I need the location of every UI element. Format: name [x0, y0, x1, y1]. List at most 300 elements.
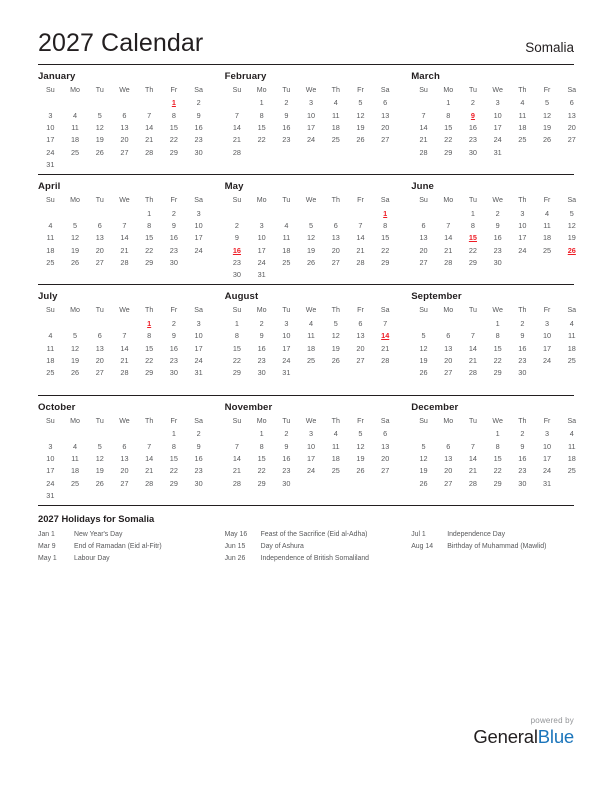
- day-cell[interactable]: 22: [232, 356, 241, 366]
- day-cell[interactable]: 28: [145, 478, 154, 488]
- day-cell[interactable]: 3: [309, 98, 314, 108]
- day-cell[interactable]: 11: [568, 331, 576, 341]
- day-cell[interactable]: 1: [495, 429, 500, 439]
- day-cell[interactable]: 15: [257, 122, 266, 132]
- day-cell[interactable]: 11: [46, 343, 55, 353]
- day-cell[interactable]: 30: [493, 258, 502, 268]
- day-cell[interactable]: 26: [331, 356, 340, 366]
- day-cell[interactable]: 15: [169, 454, 178, 463]
- day-cell[interactable]: 26: [95, 478, 104, 488]
- day-cell[interactable]: 11: [46, 233, 55, 243]
- day-cell[interactable]: 4: [309, 318, 314, 328]
- day-cell[interactable]: 31: [46, 160, 55, 170]
- day-cell[interactable]: 13: [444, 343, 453, 353]
- day-cell[interactable]: 10: [493, 110, 502, 120]
- day-cell[interactable]: 18: [46, 356, 55, 366]
- day-cell[interactable]: 8: [259, 110, 264, 120]
- day-cell[interactable]: 22: [257, 466, 266, 476]
- day-cell[interactable]: 24: [282, 356, 291, 366]
- day-cell[interactable]: 11: [331, 110, 340, 120]
- day-cell[interactable]: 28: [145, 147, 154, 157]
- day-cell[interactable]: 26: [542, 135, 552, 145]
- day-cell[interactable]: 3: [48, 110, 53, 120]
- day-cell[interactable]: 29: [468, 258, 477, 268]
- day-cell[interactable]: 24: [493, 135, 502, 145]
- day-cell[interactable]: 25: [70, 147, 80, 157]
- day-cell[interactable]: 22: [493, 356, 502, 366]
- day-cell[interactable]: 8: [383, 220, 388, 230]
- day-cell[interactable]: 4: [520, 98, 525, 108]
- day-cell[interactable]: 30: [518, 368, 527, 378]
- day-cell[interactable]: 29: [232, 368, 241, 378]
- day-cell[interactable]: 16: [493, 233, 502, 243]
- day-cell[interactable]: 18: [331, 122, 340, 132]
- day-cell[interactable]: 6: [383, 98, 388, 108]
- day-cell[interactable]: 26: [70, 368, 80, 378]
- day-cell[interactable]: 7: [421, 110, 426, 120]
- day-cell[interactable]: 5: [333, 318, 338, 328]
- day-cell[interactable]: 20: [331, 245, 340, 255]
- day-cell[interactable]: 18: [331, 454, 340, 463]
- day-cell[interactable]: 13: [419, 233, 428, 243]
- day-cell-holiday[interactable]: 26: [567, 245, 576, 255]
- day-cell[interactable]: 21: [468, 356, 477, 366]
- day-cell[interactable]: 14: [444, 233, 453, 243]
- day-cell[interactable]: 13: [331, 233, 340, 243]
- day-cell[interactable]: 22: [145, 245, 154, 255]
- day-cell[interactable]: 27: [95, 368, 104, 378]
- day-cell[interactable]: 29: [169, 478, 178, 488]
- day-cell[interactable]: 7: [446, 220, 451, 230]
- day-cell[interactable]: 16: [518, 343, 527, 353]
- day-cell[interactable]: 27: [381, 135, 390, 145]
- day-cell[interactable]: 14: [468, 343, 477, 353]
- day-cell[interactable]: 11: [71, 122, 79, 132]
- day-cell[interactable]: 14: [232, 122, 241, 132]
- day-cell[interactable]: 10: [542, 331, 552, 341]
- day-cell[interactable]: 27: [120, 147, 129, 157]
- day-cell[interactable]: 10: [257, 233, 266, 243]
- day-cell[interactable]: 19: [95, 466, 104, 476]
- day-cell[interactable]: 8: [495, 441, 500, 451]
- day-cell[interactable]: 6: [569, 98, 574, 108]
- day-cell[interactable]: 26: [419, 478, 428, 488]
- day-cell[interactable]: 24: [542, 356, 552, 366]
- day-cell[interactable]: 21: [444, 245, 453, 255]
- day-cell[interactable]: 2: [470, 98, 475, 108]
- day-cell[interactable]: 30: [518, 478, 527, 488]
- day-cell[interactable]: 7: [147, 441, 152, 451]
- day-cell[interactable]: 20: [381, 122, 390, 132]
- day-cell[interactable]: 25: [542, 245, 552, 255]
- day-cell-holiday[interactable]: 9: [470, 110, 475, 120]
- day-cell[interactable]: 9: [284, 441, 289, 451]
- day-cell[interactable]: 29: [145, 258, 154, 268]
- day-cell[interactable]: 25: [46, 368, 55, 378]
- day-cell[interactable]: 8: [259, 441, 264, 451]
- day-cell[interactable]: 10: [46, 454, 55, 463]
- day-cell[interactable]: 27: [95, 258, 104, 268]
- day-cell[interactable]: 17: [542, 454, 552, 463]
- day-cell[interactable]: 22: [468, 245, 477, 255]
- day-cell[interactable]: 25: [282, 258, 291, 268]
- day-cell[interactable]: 1: [259, 429, 264, 439]
- day-cell[interactable]: 1: [234, 318, 239, 328]
- day-cell[interactable]: 17: [194, 343, 203, 353]
- day-cell[interactable]: 24: [194, 245, 203, 255]
- day-cell[interactable]: 11: [518, 110, 527, 120]
- day-cell[interactable]: 28: [120, 368, 129, 378]
- day-cell[interactable]: 8: [171, 110, 176, 120]
- day-cell[interactable]: 21: [468, 466, 477, 476]
- day-cell[interactable]: 3: [495, 98, 500, 108]
- day-cell[interactable]: 16: [282, 454, 291, 463]
- day-cell[interactable]: 5: [309, 220, 314, 230]
- day-cell[interactable]: 2: [284, 98, 289, 108]
- day-cell[interactable]: 29: [493, 478, 502, 488]
- day-cell[interactable]: 4: [569, 318, 574, 328]
- day-cell[interactable]: 2: [284, 429, 289, 439]
- day-cell[interactable]: 13: [444, 454, 453, 463]
- day-cell[interactable]: 24: [46, 478, 55, 488]
- day-cell[interactable]: 6: [122, 110, 127, 120]
- day-cell[interactable]: 14: [356, 233, 365, 243]
- day-cell[interactable]: 1: [446, 98, 451, 108]
- day-cell[interactable]: 5: [569, 208, 574, 218]
- day-cell[interactable]: 3: [309, 429, 314, 439]
- day-cell[interactable]: 6: [122, 441, 127, 451]
- day-cell[interactable]: 5: [358, 98, 363, 108]
- day-cell[interactable]: 30: [257, 368, 266, 378]
- day-cell[interactable]: 12: [331, 331, 340, 341]
- day-cell[interactable]: 6: [446, 441, 451, 451]
- day-cell[interactable]: 17: [306, 454, 316, 463]
- day-cell[interactable]: 16: [194, 454, 203, 463]
- day-cell[interactable]: 18: [70, 135, 80, 145]
- day-cell[interactable]: 14: [145, 454, 154, 463]
- day-cell[interactable]: 13: [95, 233, 104, 243]
- day-cell[interactable]: 10: [306, 110, 316, 120]
- day-cell[interactable]: 20: [381, 454, 390, 463]
- day-cell[interactable]: 6: [97, 331, 102, 341]
- day-cell[interactable]: 8: [147, 331, 152, 341]
- day-cell[interactable]: 26: [306, 258, 316, 268]
- day-cell[interactable]: 7: [470, 441, 475, 451]
- day-cell[interactable]: 19: [306, 245, 316, 255]
- day-cell[interactable]: 30: [232, 270, 241, 280]
- day-cell[interactable]: 5: [358, 429, 363, 439]
- day-cell[interactable]: 1: [171, 429, 176, 439]
- day-cell[interactable]: 23: [169, 245, 178, 255]
- day-cell[interactable]: 20: [356, 343, 365, 353]
- day-cell[interactable]: 15: [381, 233, 390, 243]
- day-cell[interactable]: 12: [70, 343, 80, 353]
- day-cell[interactable]: 3: [520, 208, 525, 218]
- day-cell[interactable]: 20: [120, 135, 129, 145]
- day-cell[interactable]: 17: [493, 122, 502, 132]
- day-cell[interactable]: 9: [171, 331, 176, 341]
- day-cell[interactable]: 15: [169, 122, 178, 132]
- day-cell[interactable]: 27: [444, 368, 453, 378]
- day-cell[interactable]: 24: [306, 135, 316, 145]
- day-cell[interactable]: 2: [520, 429, 525, 439]
- day-cell[interactable]: 11: [71, 454, 79, 463]
- day-cell[interactable]: 23: [194, 135, 203, 145]
- day-cell[interactable]: 4: [48, 220, 53, 230]
- day-cell[interactable]: 9: [520, 441, 525, 451]
- day-cell[interactable]: 19: [567, 233, 576, 243]
- day-cell[interactable]: 25: [331, 466, 340, 476]
- day-cell[interactable]: 23: [468, 135, 477, 145]
- day-cell[interactable]: 18: [70, 466, 80, 476]
- day-cell[interactable]: 2: [234, 220, 239, 230]
- day-cell[interactable]: 2: [259, 318, 264, 328]
- day-cell[interactable]: 6: [333, 220, 338, 230]
- day-cell[interactable]: 15: [493, 454, 502, 463]
- day-cell[interactable]: 26: [356, 466, 365, 476]
- day-cell[interactable]: 6: [446, 331, 451, 341]
- day-cell[interactable]: 21: [419, 135, 428, 145]
- day-cell[interactable]: 1: [470, 208, 475, 218]
- day-cell-holiday[interactable]: 14: [381, 331, 390, 341]
- day-cell[interactable]: 19: [70, 356, 80, 366]
- day-cell[interactable]: 25: [518, 135, 527, 145]
- day-cell[interactable]: 23: [282, 466, 291, 476]
- day-cell[interactable]: 7: [470, 331, 475, 341]
- day-cell[interactable]: 19: [331, 343, 340, 353]
- day-cell[interactable]: 25: [70, 478, 80, 488]
- day-cell[interactable]: 28: [444, 258, 453, 268]
- day-cell[interactable]: 2: [196, 98, 201, 108]
- day-cell[interactable]: 4: [284, 220, 289, 230]
- day-cell[interactable]: 20: [444, 356, 453, 366]
- day-cell[interactable]: 7: [147, 110, 152, 120]
- day-cell[interactable]: 10: [306, 441, 316, 451]
- day-cell[interactable]: 15: [444, 122, 453, 132]
- day-cell[interactable]: 6: [421, 220, 426, 230]
- day-cell[interactable]: 2: [520, 318, 525, 328]
- day-cell[interactable]: 16: [169, 343, 178, 353]
- day-cell[interactable]: 26: [70, 258, 80, 268]
- day-cell[interactable]: 9: [520, 331, 525, 341]
- day-cell[interactable]: 19: [70, 245, 80, 255]
- day-cell[interactable]: 17: [542, 343, 552, 353]
- day-cell[interactable]: 20: [444, 466, 453, 476]
- day-cell[interactable]: 18: [542, 233, 552, 243]
- day-cell[interactable]: 13: [381, 110, 390, 120]
- day-cell[interactable]: 11: [331, 441, 340, 451]
- day-cell[interactable]: 13: [120, 454, 129, 463]
- day-cell[interactable]: 24: [542, 466, 552, 476]
- day-cell[interactable]: 29: [145, 368, 154, 378]
- day-cell[interactable]: 4: [333, 98, 338, 108]
- day-cell[interactable]: 18: [567, 454, 576, 463]
- day-cell[interactable]: 28: [120, 258, 129, 268]
- day-cell[interactable]: 28: [468, 478, 477, 488]
- day-cell[interactable]: 11: [307, 331, 315, 341]
- day-cell[interactable]: 8: [171, 441, 176, 451]
- day-cell[interactable]: 10: [282, 331, 291, 341]
- day-cell[interactable]: 23: [169, 356, 178, 366]
- day-cell[interactable]: 24: [518, 245, 527, 255]
- day-cell[interactable]: 4: [569, 429, 574, 439]
- day-cell[interactable]: 9: [196, 110, 201, 120]
- day-cell[interactable]: 25: [331, 135, 340, 145]
- day-cell[interactable]: 2: [196, 429, 201, 439]
- day-cell[interactable]: 8: [470, 220, 475, 230]
- day-cell[interactable]: 12: [567, 220, 576, 230]
- day-cell[interactable]: 18: [46, 245, 55, 255]
- day-cell[interactable]: 19: [95, 135, 104, 145]
- day-cell[interactable]: 13: [356, 331, 365, 341]
- day-cell[interactable]: 17: [46, 466, 55, 476]
- day-cell[interactable]: 23: [518, 466, 527, 476]
- day-cell[interactable]: 30: [194, 478, 203, 488]
- day-cell[interactable]: 21: [232, 135, 241, 145]
- day-cell[interactable]: 4: [333, 429, 338, 439]
- day-cell[interactable]: 1: [147, 208, 152, 218]
- day-cell[interactable]: 8: [234, 331, 239, 341]
- day-cell[interactable]: 4: [73, 110, 78, 120]
- day-cell[interactable]: 29: [257, 478, 266, 488]
- day-cell[interactable]: 5: [421, 441, 426, 451]
- day-cell[interactable]: 3: [284, 318, 289, 328]
- day-cell[interactable]: 10: [542, 441, 552, 451]
- day-cell[interactable]: 17: [306, 122, 316, 132]
- day-cell[interactable]: 28: [468, 368, 477, 378]
- day-cell[interactable]: 21: [232, 466, 241, 476]
- day-cell[interactable]: 22: [169, 466, 178, 476]
- day-cell[interactable]: 3: [259, 220, 264, 230]
- day-cell[interactable]: 5: [97, 441, 102, 451]
- day-cell[interactable]: 30: [169, 368, 178, 378]
- day-cell[interactable]: 14: [120, 233, 129, 243]
- day-cell[interactable]: 26: [95, 147, 104, 157]
- day-cell[interactable]: 28: [232, 478, 241, 488]
- day-cell[interactable]: 31: [257, 270, 266, 280]
- day-cell[interactable]: 5: [545, 98, 550, 108]
- day-cell[interactable]: 6: [383, 429, 388, 439]
- day-cell[interactable]: 6: [97, 220, 102, 230]
- day-cell-holiday[interactable]: 1: [171, 98, 176, 108]
- day-cell[interactable]: 12: [70, 233, 80, 243]
- day-cell[interactable]: 28: [232, 147, 241, 157]
- day-cell[interactable]: 10: [518, 220, 527, 230]
- day-cell[interactable]: 31: [493, 147, 502, 157]
- day-cell[interactable]: 29: [381, 258, 390, 268]
- day-cell[interactable]: 31: [194, 368, 203, 378]
- day-cell[interactable]: 8: [147, 220, 152, 230]
- day-cell-holiday[interactable]: 15: [468, 233, 477, 243]
- day-cell[interactable]: 23: [194, 466, 203, 476]
- day-cell[interactable]: 28: [419, 147, 428, 157]
- day-cell[interactable]: 2: [171, 318, 176, 328]
- day-cell[interactable]: 7: [122, 331, 127, 341]
- day-cell[interactable]: 30: [468, 147, 477, 157]
- day-cell[interactable]: 24: [257, 258, 266, 268]
- day-cell[interactable]: 19: [356, 122, 365, 132]
- day-cell[interactable]: 9: [196, 441, 201, 451]
- day-cell[interactable]: 16: [194, 122, 203, 132]
- day-cell[interactable]: 22: [493, 466, 502, 476]
- day-cell[interactable]: 2: [171, 208, 176, 218]
- day-cell[interactable]: 23: [257, 356, 266, 366]
- day-cell[interactable]: 24: [306, 466, 316, 476]
- day-cell[interactable]: 9: [284, 110, 289, 120]
- day-cell[interactable]: 16: [169, 233, 178, 243]
- day-cell[interactable]: 18: [518, 122, 527, 132]
- day-cell[interactable]: 5: [421, 331, 426, 341]
- day-cell[interactable]: 13: [120, 122, 129, 132]
- day-cell[interactable]: 12: [95, 122, 104, 132]
- day-cell[interactable]: 13: [567, 110, 576, 120]
- day-cell[interactable]: 8: [495, 331, 500, 341]
- day-cell[interactable]: 25: [567, 466, 576, 476]
- day-cell[interactable]: 16: [518, 454, 527, 463]
- day-cell[interactable]: 24: [194, 356, 203, 366]
- day-cell[interactable]: 21: [356, 245, 365, 255]
- day-cell[interactable]: 21: [381, 343, 390, 353]
- day-cell[interactable]: 7: [234, 441, 239, 451]
- day-cell[interactable]: 4: [73, 441, 78, 451]
- day-cell[interactable]: 12: [542, 110, 552, 120]
- day-cell[interactable]: 12: [419, 454, 428, 463]
- day-cell[interactable]: 18: [282, 245, 291, 255]
- day-cell[interactable]: 27: [444, 478, 453, 488]
- day-cell[interactable]: 12: [306, 233, 316, 243]
- day-cell[interactable]: 25: [46, 258, 55, 268]
- day-cell[interactable]: 4: [48, 331, 53, 341]
- day-cell[interactable]: 13: [381, 441, 390, 451]
- day-cell[interactable]: 9: [495, 220, 500, 230]
- day-cell[interactable]: 26: [356, 135, 365, 145]
- day-cell[interactable]: 3: [196, 318, 201, 328]
- day-cell[interactable]: 28: [381, 356, 390, 366]
- day-cell[interactable]: 20: [95, 356, 104, 366]
- day-cell[interactable]: 10: [46, 122, 55, 132]
- day-cell[interactable]: 23: [232, 258, 241, 268]
- day-cell[interactable]: 29: [493, 368, 502, 378]
- day-cell[interactable]: 15: [145, 233, 154, 243]
- day-cell[interactable]: 1: [495, 318, 500, 328]
- day-cell[interactable]: 11: [568, 441, 576, 451]
- day-cell[interactable]: 19: [356, 454, 365, 463]
- day-cell[interactable]: 5: [73, 331, 78, 341]
- day-cell[interactable]: 26: [419, 368, 428, 378]
- day-cell[interactable]: 30: [169, 258, 178, 268]
- day-cell[interactable]: 18: [567, 343, 576, 353]
- day-cell[interactable]: 11: [282, 233, 291, 243]
- day-cell[interactable]: 21: [120, 356, 129, 366]
- day-cell[interactable]: 20: [419, 245, 428, 255]
- day-cell[interactable]: 7: [234, 110, 239, 120]
- day-cell[interactable]: 11: [543, 220, 551, 230]
- day-cell[interactable]: 17: [518, 233, 527, 243]
- day-cell[interactable]: 31: [282, 368, 291, 378]
- day-cell[interactable]: 23: [493, 245, 502, 255]
- day-cell[interactable]: 7: [358, 220, 363, 230]
- day-cell[interactable]: 14: [145, 122, 154, 132]
- day-cell[interactable]: 24: [46, 147, 55, 157]
- day-cell[interactable]: 20: [567, 122, 576, 132]
- day-cell[interactable]: 17: [282, 343, 291, 353]
- day-cell[interactable]: 14: [419, 122, 428, 132]
- day-cell[interactable]: 3: [196, 208, 201, 218]
- day-cell[interactable]: 27: [356, 356, 365, 366]
- day-cell[interactable]: 20: [120, 466, 129, 476]
- day-cell[interactable]: 12: [356, 441, 365, 451]
- day-cell[interactable]: 14: [120, 343, 129, 353]
